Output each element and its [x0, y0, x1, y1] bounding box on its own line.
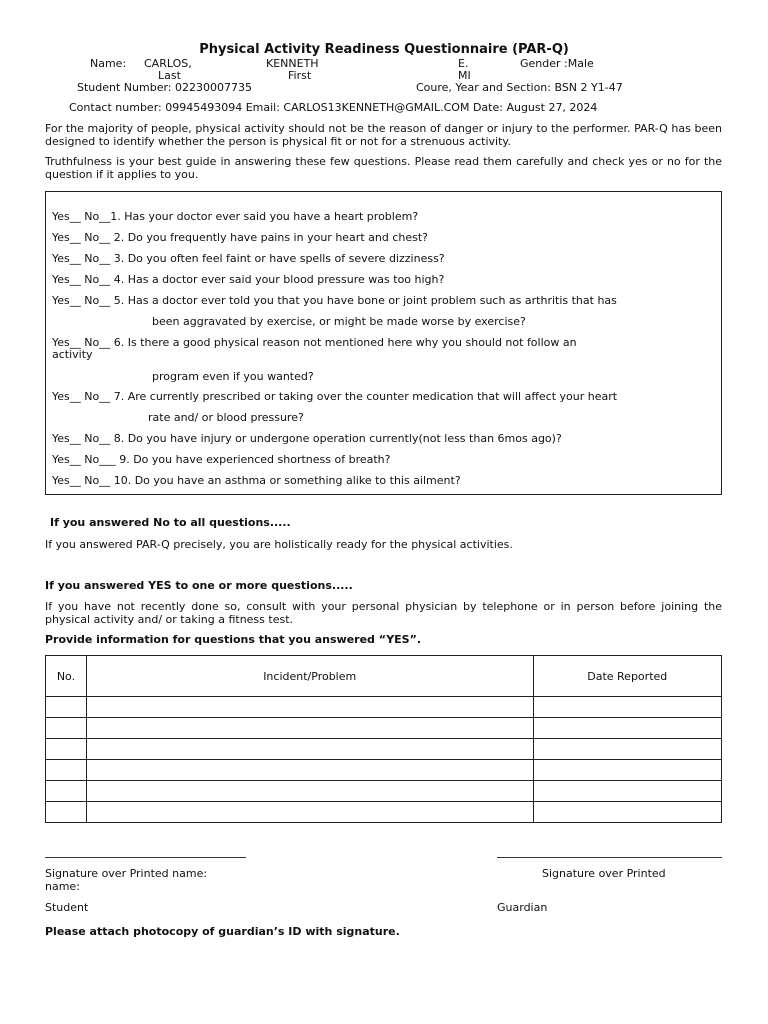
yes-section-text: If you have not recently done so, consult with your personal physician by telephone or in person before joining the physical activity and/ or taking a fitness test. — [45, 600, 722, 626]
student-number: Student Number: 02230007735 — [77, 81, 252, 94]
table-cell[interactable] — [533, 697, 721, 718]
question-7[interactable]: Yes__ No__ 7. Are currently prescribed or taking over the counter medication that will affect your heart — [52, 390, 618, 403]
table-row — [46, 697, 722, 718]
question-7-continued: rate and/ or blood pressure? — [148, 411, 304, 424]
yes-section-heading: If you answered YES to one or more questions..... — [45, 579, 353, 592]
table-cell[interactable] — [46, 718, 87, 739]
table-cell[interactable] — [86, 760, 533, 781]
col-date-header: Date Reported — [533, 656, 721, 697]
question-5[interactable]: Yes__ No__ 5. Has a doctor ever told you that you have bone or joint problem such as arthritis that has — [52, 294, 617, 307]
question-5-continued: been aggravated by exercise, or might be made worse by exercise? — [152, 315, 526, 328]
student-signature-line[interactable] — [45, 857, 246, 858]
table-cell[interactable] — [533, 739, 721, 760]
incident-table — [45, 655, 722, 823]
table-cell[interactable] — [86, 802, 533, 823]
last-name-value: CARLOS, — [144, 57, 192, 70]
table-cell[interactable] — [46, 739, 87, 760]
table-row — [46, 739, 722, 760]
table-cell[interactable] — [86, 739, 533, 760]
provide-info-heading: Provide information for questions that you answered “YES”. — [45, 633, 421, 646]
question-6[interactable]: Yes__ No__ 6. Is there a good physical reason not mentioned here why you should not follow an — [52, 336, 577, 349]
intro-paragraph-1: For the majority of people, physical activity should not be the reason of danger or injury to the performer. PAR-Q has been designed to identify whether the person is physical fit or not for a strenuous activity. — [45, 122, 722, 148]
table-cell[interactable] — [46, 781, 87, 802]
guardian-signature-line[interactable] — [497, 857, 722, 858]
mi-caption: MI — [458, 69, 471, 82]
contact-line: Contact number: 09945493094 Email: CARLOS13KENNETH@GMAIL.COM Date: August 27, 2024 — [69, 101, 598, 114]
table-cell[interactable] — [86, 781, 533, 802]
table-cell[interactable] — [533, 760, 721, 781]
question-1[interactable]: Yes__ No__1. Has your doctor ever said you have a heart problem? — [52, 210, 419, 223]
table-row — [46, 718, 722, 739]
table-cell[interactable] — [46, 802, 87, 823]
col-incident-header: Incident/Problem — [86, 656, 533, 697]
question-9[interactable]: Yes__ No___ 9. Do you have experienced shortness of breath? — [52, 453, 391, 466]
course-section: Coure, Year and Section: BSN 2 Y1-47 — [416, 81, 623, 94]
intro-paragraph-2: Truthfulness is your best guide in answering these few questions. Please read them carefully and check yes or no for the question if it applies to you. — [45, 155, 722, 181]
no-section-heading: If you answered No to all questions..... — [50, 516, 291, 529]
table-row — [46, 760, 722, 781]
middle-initial-value: E. — [458, 57, 469, 70]
table-cell[interactable] — [533, 718, 721, 739]
student-signature-label: Signature over Printed name: — [45, 867, 208, 880]
col-no-header: No. — [46, 656, 87, 697]
question-8[interactable]: Yes__ No__ 8. Do you have injury or undergone operation currently(not less than 6mos ago)? — [52, 432, 562, 445]
table-cell[interactable] — [533, 802, 721, 823]
table-cell[interactable] — [86, 718, 533, 739]
question-6-continued: program even if you wanted? — [152, 370, 314, 383]
table-cell[interactable] — [46, 760, 87, 781]
first-name-value: KENNETH — [266, 57, 319, 70]
question-2[interactable]: Yes__ No__ 2. Do you frequently have pains in your heart and chest? — [52, 231, 428, 244]
last-caption: Last — [158, 69, 181, 82]
question-6-wrap: activity — [52, 348, 93, 361]
question-3[interactable]: Yes__ No__ 3. Do you often feel faint or have spells of severe dizziness? — [52, 252, 445, 265]
page-title: Physical Activity Readiness Questionnaire (PAR-Q) — [199, 42, 569, 57]
table-cell[interactable] — [86, 697, 533, 718]
attach-id-note: Please attach photocopy of guardian’s ID with signature. — [45, 925, 400, 938]
table-cell[interactable] — [46, 697, 87, 718]
table-cell[interactable] — [533, 781, 721, 802]
question-4[interactable]: Yes__ No__ 4. Has a doctor ever said your blood pressure was too high? — [52, 273, 445, 286]
first-caption: First — [288, 69, 312, 82]
question-10[interactable]: Yes__ No__ 10. Do you have an asthma or something alike to this ailment? — [52, 474, 461, 487]
guardian-caption: Guardian — [497, 901, 548, 914]
gender-field: Gender :Male — [520, 57, 594, 70]
guardian-signature-label: Signature over Printed — [542, 867, 666, 880]
student-signature-label-wrap: name: — [45, 880, 80, 893]
table-row — [46, 802, 722, 823]
no-section-text: If you answered PAR-Q precisely, you are holistically ready for the physical activities. — [45, 538, 513, 551]
name-label: Name: — [90, 57, 127, 70]
table-row — [46, 781, 722, 802]
table-header-row — [46, 656, 722, 697]
student-caption: Student — [45, 901, 89, 914]
